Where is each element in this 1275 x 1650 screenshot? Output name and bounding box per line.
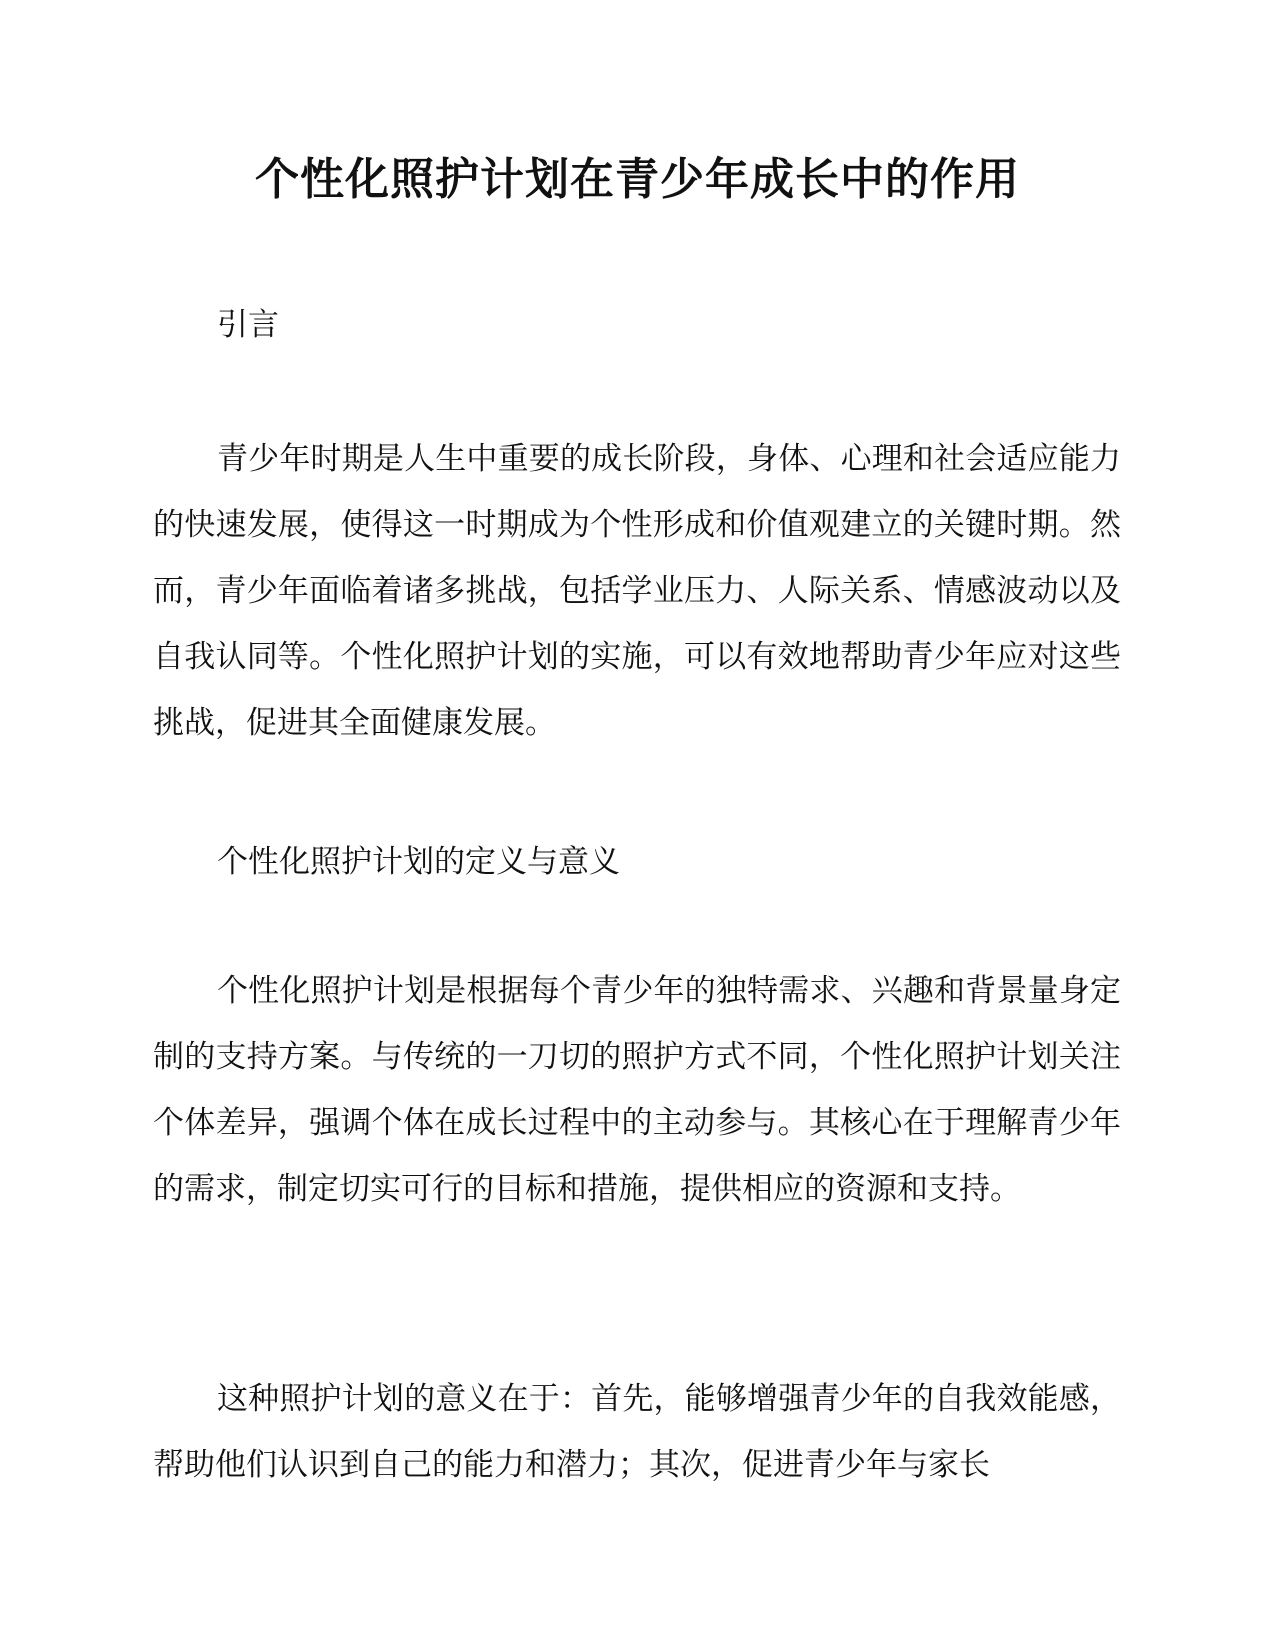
paragraph-definition: 个性化照护计划是根据每个青少年的独特需求、兴趣和背景量身定制的支持方案。与传统的一刀切的照护方式不同，个性化照护计划关注个体差异，强调个体在成长过程中的主动参与。其核心在于理解青少年的需求，制定切实可行的目标和措施，提供相应的资源和支持。 bbox=[153, 973, 1121, 1207]
section-heading-definition: 个性化照护计划的定义与意义 bbox=[217, 844, 620, 880]
document-title: 个性化照护计划在青少年成长中的作用 bbox=[255, 154, 1020, 205]
paragraph-introduction: 青少年时期是人生中重要的成长阶段，身体、心理和社会适应能力的快速发展，使得这一时期成为个性形成和价值观建立的关键时期。然而，青少年面临着诸多挑战，包括学业压力、人际关系、情感波动以及自我认同等。个性化照护计划的实施，可以有效地帮助青少年应对这些挑战，促进其全面健康发展。 bbox=[153, 441, 1121, 741]
section-heading-introduction: 引言 bbox=[217, 307, 279, 343]
paragraph-significance: 这种照护计划的意义在于：首先，能够增强青少年的自我效能感，帮助他们认识到自己的能力和潜力；其次，促进青少年与家长 bbox=[153, 1381, 1121, 1483]
